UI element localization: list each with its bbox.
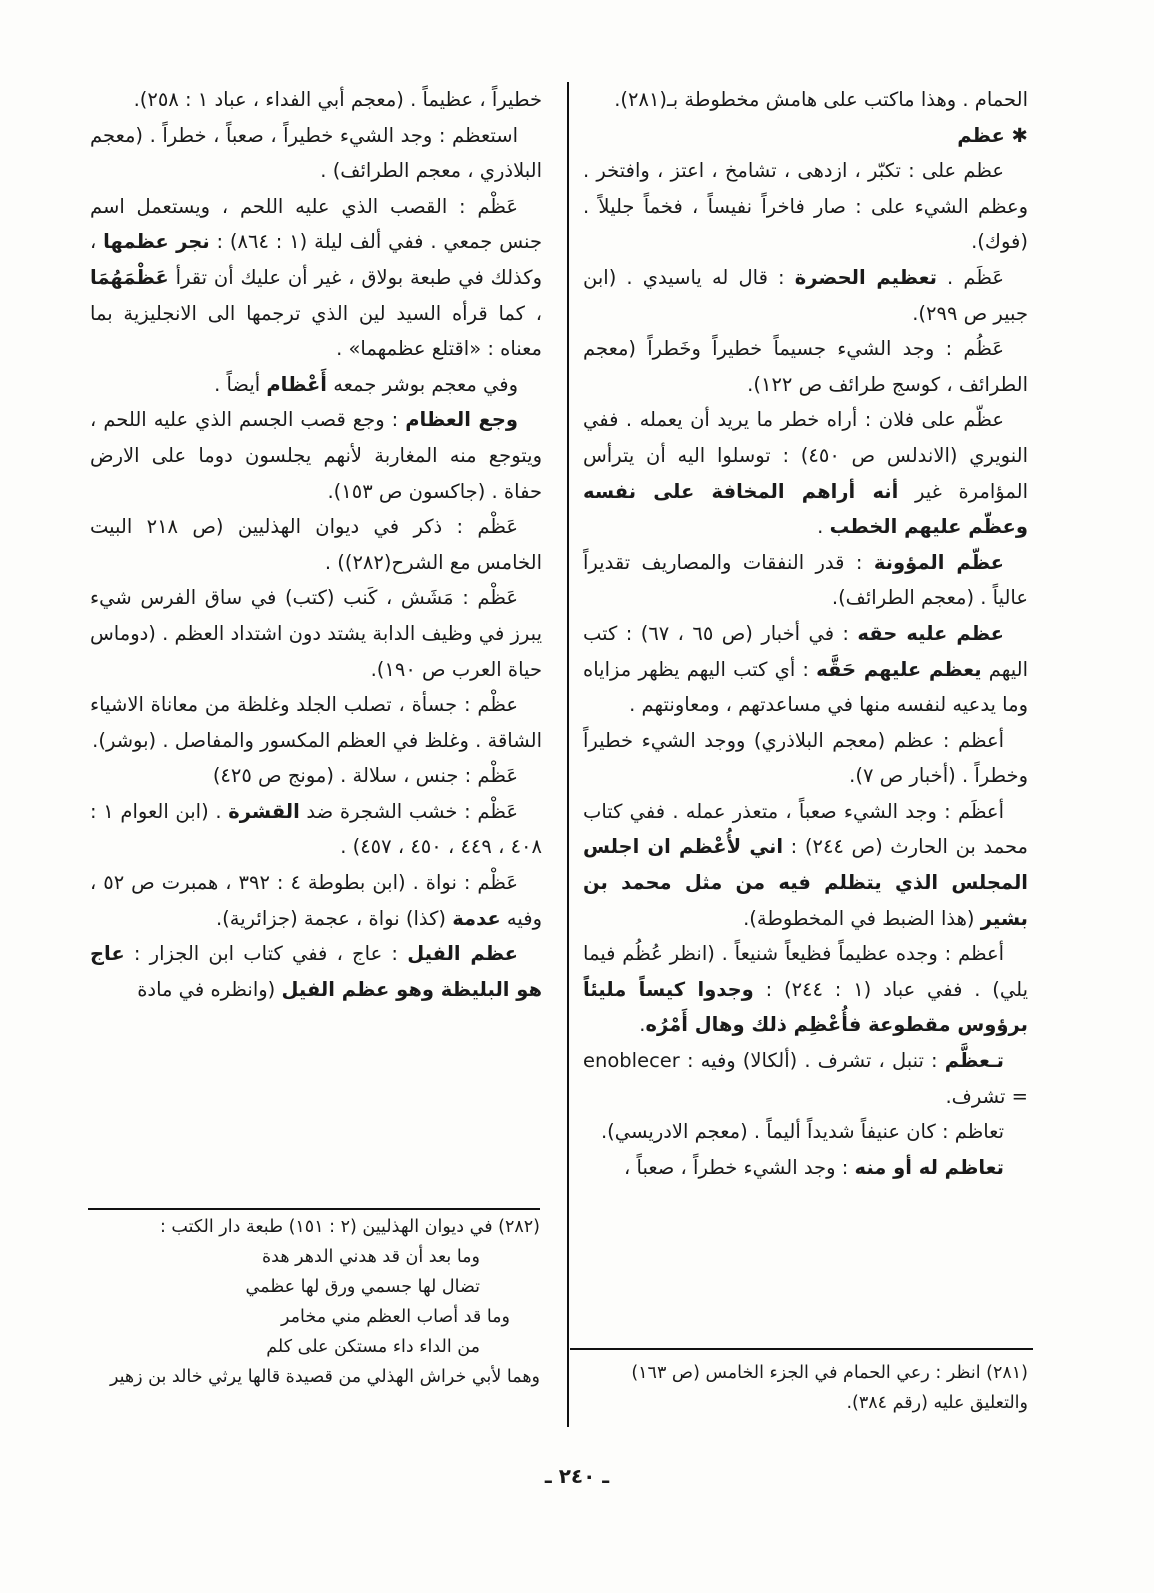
footnote-text: (٢٨١) انظر : رعي الحمام في الجزء الخامس (ص ١٦٣) والتعليق عليه (رقم ٣٨٤). bbox=[631, 1363, 1028, 1413]
bold-term: تـعظَّم bbox=[944, 1049, 1004, 1073]
bold-term: عدمة bbox=[452, 906, 501, 930]
paragraph bbox=[90, 82, 542, 118]
paragraph bbox=[90, 189, 542, 367]
text: (هذا الضبط في المخطوطة). bbox=[743, 906, 981, 930]
paragraph bbox=[90, 402, 542, 509]
footnote-note: وهما لأبي خراش الهذلي من قصيدة قالها يرثي خالد بن زهير bbox=[109, 1367, 540, 1387]
text: : وجد الشيء خطراً ، صعباً ، bbox=[624, 1155, 855, 1179]
footnote-rule-left bbox=[88, 1208, 540, 1210]
paragraph bbox=[583, 402, 1028, 544]
bold-quote: اني لأُعْظم ان اجلس المجلس الذي يتظلم فيه من مثل محمد بن بشير bbox=[583, 835, 1028, 930]
paragraph bbox=[583, 616, 1028, 723]
verse-line: وما بعد أن قد هدني الدهر هدة bbox=[261, 1247, 480, 1267]
text: : وجع قصب الجسم الذي عليه اللحم ، ويتوجع منه المغاربة لأنهم يجلسون دوما على الارض حفاة . (جاكسون ص ١٥٣). bbox=[90, 408, 542, 503]
text: عظّم على فلان : أراه خطر ما يريد أن يعمله . ففي النويري (الاندلس ص ٤٥٠) : توسلوا اليه أن يترأس المؤامرة غير bbox=[583, 408, 1028, 503]
column-divider bbox=[567, 82, 569, 1427]
paragraph bbox=[90, 758, 542, 794]
text: أيضاً . bbox=[214, 372, 267, 396]
bold-quote: أنه أراهم المخافة على نفسه وعظّم عليهم الخطب bbox=[583, 479, 1028, 539]
text: عَظُم : وجد الشيء جسيماً خطيراً وخَطراً (معجم الطرائف ، كوسج طرائف ص ١٢٢). bbox=[583, 337, 1028, 396]
text: (وانظره في مادة bbox=[137, 977, 282, 1001]
text: وفي معجم بوشر جمعه bbox=[327, 372, 518, 396]
verse-line: من الداء داء مستكن على كلم bbox=[266, 1337, 480, 1357]
bold-term: القشرة bbox=[228, 799, 300, 823]
bold-term: عَظْمَهُمَا bbox=[90, 265, 169, 289]
bold-quote: عاج هو البليظة وهو عظم الفيل bbox=[90, 942, 542, 1001]
text: تعاظم : كان عنيفاً شديداً أليماً . (معجم الادريسي). bbox=[600, 1120, 1004, 1144]
paragraph bbox=[583, 1150, 1028, 1186]
text: : عاج ، ففي كتاب ابن الجزار : bbox=[124, 942, 408, 966]
bold-term: عظم الفيل bbox=[407, 942, 518, 966]
bold-term: عظم عليه حقه bbox=[857, 621, 1004, 645]
text: عَظْم : نواة . (ابن بطوطة ٤ : ٣٩٢ ، همبرت ص ٥٢ ، وفيه bbox=[90, 871, 542, 930]
bold-quote: يعظم عليهم حَقَّه bbox=[816, 657, 982, 681]
verse-line: تضال لها جسمي ورق لها عظمي bbox=[245, 1277, 480, 1297]
bold-term: تعاظم له أو منه bbox=[854, 1155, 1004, 1179]
text: : قال له ياسيدي . (ابن جبير ص ٢٩٩). bbox=[583, 265, 1028, 325]
verse-line: وما قد أصاب العظم مني مخامر bbox=[281, 1307, 510, 1327]
heading-text: ✱ عظم bbox=[957, 123, 1028, 147]
paragraph bbox=[90, 794, 542, 865]
text: عَظْم : جنس ، سلالة . (مونج ص ٤٢٥) bbox=[212, 764, 518, 788]
paragraph bbox=[90, 936, 542, 1007]
paragraph bbox=[583, 794, 1028, 936]
entry-heading bbox=[583, 118, 1028, 154]
paragraph bbox=[583, 545, 1028, 616]
text: (كذا) نواة ، عجمة (جزائرية). bbox=[215, 906, 453, 930]
paragraph bbox=[583, 936, 1028, 1043]
text: عظم على : تكبّر ، ازدهى ، تشامخ ، اعتز ، وافتخر . وعظم الشيء على : صار فاخراً نفيساً ، فخماً جليلاً . (فوك). bbox=[583, 159, 1028, 254]
paragraph bbox=[90, 367, 542, 403]
text: الحمام . وهذا ماكتب على هامش مخطوطة بـ(٢٨١). bbox=[614, 88, 1028, 111]
text: خطيراً ، عظيماً . (معجم أبي الفداء ، عباد ١ : ٢٥٨). bbox=[133, 88, 542, 111]
bold-term: تعظيم الحضرة bbox=[794, 265, 937, 289]
paragraph bbox=[583, 153, 1028, 260]
text: . bbox=[817, 515, 830, 539]
text: ، كما قرأه السيد لين الذي ترجمها الى الانجليزية بما معناه : «اقتلع عظمهما» . bbox=[90, 301, 542, 361]
text: عَظْم : خشب الشجرة ضد bbox=[299, 799, 518, 823]
paragraph bbox=[583, 82, 1028, 118]
footnote-282 bbox=[90, 1212, 540, 1392]
text: : قدر النفقات والمصاريف تقديراً عالياً . (معجم الطرائف). bbox=[583, 550, 1028, 610]
paragraph bbox=[90, 865, 542, 936]
text: : أي كتب اليهم يظهر مزاياه وما يدعيه لنفسه منها في مساعدتهم ، ومعاونتهم . bbox=[583, 657, 1028, 717]
text: عَظَم . bbox=[936, 265, 1004, 289]
text: أعظَم : وجد الشيء صعباً ، متعذر عمله . ففي كتاب محمد بن الحارث (ص ٢٤٤) : bbox=[583, 799, 1028, 859]
footnote-rule-right bbox=[570, 1348, 1033, 1350]
text: ، وكذلك في طبعة بولاق ، غير أن عليك أن تقرأ bbox=[90, 230, 542, 289]
paragraph bbox=[583, 723, 1028, 794]
text: أعظم : عظم (معجم البلاذري) ووجد الشيء خطيراً وخطراً . (أخبار ص ٧). bbox=[583, 728, 1028, 788]
paragraph bbox=[583, 260, 1028, 331]
paragraph bbox=[583, 1114, 1028, 1150]
paragraph bbox=[90, 509, 542, 580]
text: استعظم : وجد الشيء خطيراً ، صعباً ، خطراً . (معجم البلاذري ، معجم الطرائف) . bbox=[90, 123, 542, 183]
text: : في أخبار (ص ٦٥ ، ٦٧) : كتب اليهم bbox=[583, 621, 1028, 681]
bold-term: عظّم المؤونة bbox=[873, 550, 1004, 574]
paragraph bbox=[90, 687, 542, 758]
text: أعظم : وجده عظيماً فظيعاً شنيعاً . (انظر عُظُم فيما يلي) . ففي عباد (١ : ٢٤٤) : bbox=[583, 942, 1029, 1001]
paragraph bbox=[583, 1043, 1028, 1114]
bold-quote: نجر عظمها bbox=[103, 230, 210, 254]
text: . bbox=[639, 1013, 646, 1037]
bold-quote: وجدوا كيساً مليئاً برؤوس مقطوعة فأُعْظِم ذلك وهال أَمْرُه bbox=[583, 977, 1028, 1037]
text: عَظْم : القصب الذي عليه اللحم ، ويستعمل اسم جنس جمعي . ففي ألف ليلة (١ : ٨٦٤) : bbox=[90, 194, 542, 254]
right-column bbox=[583, 82, 1028, 1185]
text: : تنبل ، تشرف . (ألكالا) وفيه : enoblecer = تشرف. bbox=[583, 1049, 1028, 1108]
page-number: ـ ٢٤٠ ـ bbox=[544, 1464, 610, 1488]
bold-term: وجع العظام bbox=[405, 408, 518, 432]
left-column bbox=[90, 82, 542, 1007]
footnote-intro: (٢٨٢) في ديوان الهذليين (٢ : ١٥١) طبعة دار الكتب : bbox=[159, 1217, 540, 1237]
paragraph bbox=[90, 580, 542, 687]
bold-term: أَعْظام bbox=[266, 372, 327, 396]
text: عظْم : جسأة ، تصلب الجلد وغلظة من معاناة الاشياء الشاقة . وغلظ في العظم المكسور والمفاصل . (بوشر). bbox=[90, 693, 542, 752]
text: . (ابن العوام ١ : ٤٠٨ ، ٤٤٩ ، ٤٥٠ ، ٤٥٧) . bbox=[90, 799, 542, 859]
text: عَظْم : مَشَش ، كَنب (كتب) في ساق الفرس شيء يبرز في وظيف الدابة يشتد دون اشتداد العظم . (دوماس حياة العرب ص ١٩٠). bbox=[90, 586, 542, 681]
footnote-281 bbox=[583, 1358, 1028, 1418]
paragraph bbox=[90, 118, 542, 189]
paragraph bbox=[583, 331, 1028, 402]
text: عَظْم : ذكر في ديوان الهذليين (ص ٢١٨ البيت الخامس مع الشرح(٢٨٢)) . bbox=[90, 515, 542, 574]
